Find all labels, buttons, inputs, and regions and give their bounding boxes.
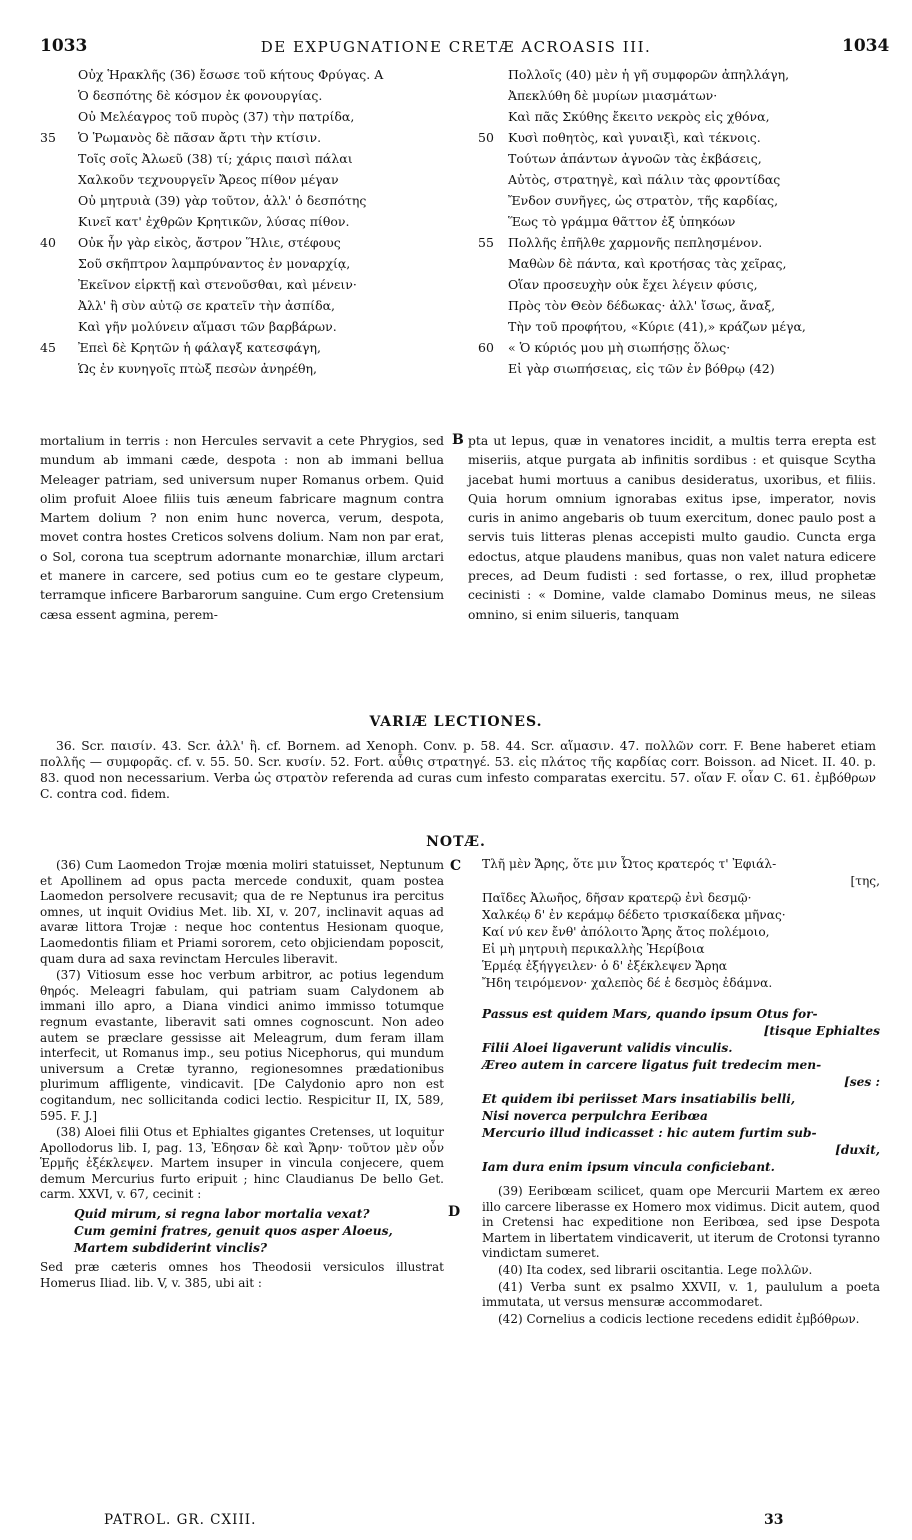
note-paragraph: (40) Ita codex, sed librarii oscitantia. Lege πολλῶν. [498,1262,813,1277]
verse-line [40,64,468,85]
poem-line-text: Passus est quidem Mars, quando ipsum Otus for- [482,1007,818,1021]
poem-line-text: Καί νύ κεν ἔνθ' ἀπόλοιτο Ἄρης ἄτος πολέμοιο, [482,925,770,939]
notes-left-final: Sed præ cæteris omnes hos Theodosii versiculos illustrat Homerus Iliad. lib. V, v. 385, ubi ait : [40,1260,444,1290]
verse-line [478,232,898,253]
footer-series: PATROL. GR. CXIII. [104,1512,257,1528]
poem-line [482,1159,880,1176]
poem-line: Cum gemini fratres, genuit quos asper Aloeus, [74,1224,393,1239]
page-number-right: 1034 [842,36,890,56]
poem-line-text: Mercurio illud indicasset : hic autem furtim sub- [482,1126,817,1140]
verse-text: Ἔνδον συνῆγες, ὡς στρατὸν, τῆς καρδίας, [508,193,779,208]
poem-line [482,1006,880,1023]
poem-line [482,1040,880,1057]
poem-line-text: Et quidem ibi periisset Mars insatiabilis belli, [482,1092,796,1106]
verse-text: Ὡς ἐν κυνηγοῖς πτὼξ πεσὼν ἀνηρέθη, [78,361,318,376]
poem-line-tail: [tisque Ephialtes [763,1024,880,1038]
poem-line-text: Nisi noverca perpulchra Eeribœa [482,1109,708,1123]
verse-line [40,337,468,358]
variae-lectiones-text: 36. Scr. παισίν. 43. Scr. ἀλλ' ἢ. cf. Bornem. ad Xenoph. Conv. p. 58. 44. Scr. αἵμασιν. 47. πολλῶν corr. F. Bene haberet etiam πολλῆς — συμφορᾶς. cf. v. 55. 50. Scr. κυσίν. 52. Fort. αὖθις στρατηγέ. 53. εἰς πλάτος τῆς καρδίας corr. Boisson. ad Nicet. II. 40. p. 83. quod non necessarium. Verba ὡς στρατὸν referenda ad curas cum infesto comparatas exercitu. 57. οἵαν F. οἷαν C. 61. ἐμβόθρων C. contra cod. fidem. [40,739,876,801]
verse-text: Οὐκ ἦν γὰρ εἰκὸς, ἄστρον Ἥλιε, στέφους [78,235,341,250]
verse-line [478,64,898,85]
poem-line-tail: [της, [850,874,880,888]
verse-text: Οὐχ Ἡρακλῆς (36) ἔσωσε τοῦ κήτους Φρύγας. A [78,67,384,82]
verse-line [478,169,898,190]
latin-left-text: mortalium in terris : non Hercules servavit a cete Phrygios, sed mundum ab immani cæde, despota : non ab immani bellua Meleager patriam, sed universum nuper Romanus orbem. Quid olim profuit Aloee filiis tuis æneum fabricare magnum contra Martem dolium ? non enim hunc noverca, verum, despota, movet contra hostes Creticos solvens dolium. Nam non par erat, o Sol, corona tua sceptrum adornante monarchiæ, illum arctari et manere in carcere, sed potius cum eo te gestare clypeum, terramque inficere Barbarorum sanguine. Cum ergo Cretensium cæsa essent agmina, perem- [40,434,444,622]
verse-line [40,127,468,148]
verse-text: Ἀλλ' ἢ σὺν αὐτῷ σε κρατεῖν τὴν ἀσπίδα, [78,298,336,313]
verse-line [478,106,898,127]
poem-line [482,958,880,975]
verse-text: Σοῦ σκῆπτρον λαμπρύναντος ἐν μοναρχίᾳ, [78,256,351,271]
verse-line [40,232,468,253]
verse-line [478,148,898,169]
homer-latin-translation [482,1006,880,1176]
verse-number: 40 [40,235,56,250]
claudian-quote [40,1206,444,1257]
verse-line [478,127,898,148]
notes-left-column [40,858,444,1292]
poem-line-text: Εἰ μὴ μητρυιὴ περικαλλὴς Ἠερίβοια [482,942,705,956]
verse-line [478,85,898,106]
verse-text: Πολλῆς ἐπῆλθε χαρμονῆς πεπλησμένον. [508,235,763,250]
poem-line [482,1091,880,1108]
verse-line [478,190,898,211]
verse-line [40,295,468,316]
verse-text: Οὐ μητρυιὰ (39) γὰρ τοῦτον, ἀλλ' ὁ δεσπότης [78,193,367,208]
verse-line [40,274,468,295]
poem-line [482,924,880,941]
margin-mark-b: B [452,432,464,448]
latin-translation-right [468,432,876,625]
verse-text: Πολλοῖς (40) μὲν ἡ γῆ συμφορῶν ἀπηλλάγη, [508,67,790,82]
verse-line [40,211,468,232]
verse-text: Εἰ γὰρ σιωπήσειας, εἰς τῶν ἐν βόθρῳ (42) [508,361,775,376]
poem-line-text: Æreo autem in carcere ligatus fuit tredecim men- [482,1058,822,1072]
poem-line-text: Filii Aloei ligaverunt validis vinculis. [482,1041,733,1055]
greek-verse-right-column [478,64,898,379]
note-paragraph: (36) Cum Laomedon Trojæ mœnia moliri statuisset, Neptunum et Apollinem ad opus pacta mercede conduxit, quam postea Laomedon persolvere recusavit; qua de re Neptunus ira percitus omnes, ut inquit Ovidius Met. lib. XI, v. 207, inclinavit aquas ad avaræ littora Trojæ : neque hoc contentus Hesionam quoque, Laomedontis filiam et Priami sororem, ceto objiciendam poposcit, quam dura ad saxa revinctam Hercules liberavit. [40,858,444,966]
verse-line [40,169,468,190]
note-paragraph: (41) Verba sunt ex psalmo XXVII, v. 1, paululum a poeta immutata, ut versus mensuræ accommodaret. [482,1279,880,1310]
poem-line-text: Iam dura enim ipsum vincula conficiebant. [482,1160,775,1174]
poem-line [482,890,880,907]
verse-line [40,316,468,337]
poem-line [482,907,880,924]
note-paragraph: (38) Aloei filii Otus et Ephialtes gigantes Cretenses, ut loquitur Apollodorus lib. I, pag. 13, Ἐδησαν δὲ καὶ Ἄρην· τοῦτον μὲν οὖν Ἑρμῆς ἐξέκλεψεν. Martem insuper in vincula conjecere, quem demum Mercurius furto eripuit ; hinc Claudianus De bello Get. carm. XXVI, v. 67, cecinit : [40,1125,444,1202]
verse-number: 55 [478,235,494,250]
verse-line [40,253,468,274]
verse-number: 45 [40,340,56,355]
verse-line [40,358,468,379]
verse-text: Οὐ Μελέαγρος τοῦ πυρὸς (37) τὴν πατρίδα, [78,109,355,124]
poem-line: Quid mirum, si regna labor mortalia vexat? [74,1207,370,1222]
margin-mark-d: D [448,1204,461,1220]
homer-greek-quote [482,856,880,992]
verse-text: Τούτων ἁπάντων ἀγνοῶν τὰς ἐκβάσεις, [508,151,762,166]
verse-text: Καὶ πᾶς Σκύθης ἔκειτο νεκρὸς εἰς χθόνα, [508,109,770,124]
note-paragraph: (39) Eeribœam scilicet, quam ope Mercurii Martem ex æreo illo carcere liberasse ex Homero mox vidimus. Dicit autem, quod in Cretensi hac expeditione non Eeribœa, sed ipse Despota Martem in libertatem vindicaverit, ut iterum de Crotonsi tyranno vindictam sumeret. [482,1184,880,1261]
verse-text: Πρὸς τὸν Θεὸν δέδωκας· ἀλλ' ἴσως, ἄναξ, [508,298,776,313]
verse-text: Τοῖς σοῖς Ἀλωεῦ (38) τί; χάρις παισὶ πάλαι [78,151,353,166]
latin-right-text: pta ut lepus, quæ in venatores incidit, a multis terra erepta est miseriis, atque purgata ab infinitis sordibus : et quisque Scytha jacebat humi mortuus a canibus desideratus, uxoribus, et filiis. Quia horum omnium ignorabas exitus ipse, imperator, novis curis in animo angebaris ob tuum exercitum, donec paulo post a servis tuis litteras plenas accepisti multo gaudio. Cuncta erga edoctus, atque plaudens manibus, quas non valet natura edicere preces, ad Deum fudisti : sed fortasse, o rex, illud prophetæ cecinisti : « Domine, valde clamabo Dominus meus, ne sileas omnino, si enim silueris, tanquam [468,434,876,622]
variae-lectiones-title: VARIÆ LECTIONES. [369,714,543,730]
notae-title: NOTÆ. [426,834,486,850]
latin-translation-left [40,432,444,625]
verse-text: Τὴν τοῦ προφήτου, «Κύριε (41),» κράζων μέγα, [508,319,806,334]
verse-text: Ἕως τὸ γράμμα θᾶττον ἐξ ὑπηκόων [508,214,736,229]
verse-line [40,190,468,211]
margin-mark-c: C [450,858,462,874]
poem-line-text: Παῖδες Ἀλωῆος, δῆσαν κρατερῷ ἐνὶ δεσμῷ· [482,891,752,905]
running-title: DE EXPUGNATIONE CRETÆ ACROASIS III. [260,38,652,56]
poem-line-text: Τλῆ μὲν Ἄρης, ὅτε μιν Ὦτος κρατερός τ' Ἐφιάλ- [482,857,777,871]
verse-text: Ἐπεὶ δὲ Κρητῶν ἡ φάλαγξ κατεσφάγη, [78,340,321,355]
verse-text: Ὁ Ῥωμανὸς δὲ πᾶσαν ἄρτι τὴν κτίσιν. [78,130,322,145]
verse-line [40,148,468,169]
poem-line: Martem subdiderint vinclis? [74,1241,268,1256]
verse-text: Ἐκεῖνον εἱρκτῇ καὶ στενοῦσθαι, καὶ μένειν· [78,277,357,292]
poem-line-tail: [ses : [844,1075,880,1089]
verse-text: Χαλκοῦν τεχνουργεῖν Ἄρεος πίθον μέγαν [78,172,339,187]
note-paragraph: (42) Cornelius a codicis lectione recedens edidit ἐμβόθρων. [498,1311,860,1326]
verse-text: Κινεῖ κατ' ἐχθρῶν Κρητικῶν, λύσας πίθον. [78,214,350,229]
poem-line [482,1125,880,1142]
verse-line [478,274,898,295]
note-paragraph: (37) Vitiosum esse hoc verbum arbitror, ac potius legendum θηρός. Meleagri fabulam, qui patriam suam Calydonem ab immani illo apro, a Diana vindici animo immisso totumque regnum evastante, liberavit sati omnes cognoscunt. Non adeo autem se præclare gessisse ait Meleagrum, dum feram illam interfecit, ut Romanus imp., seu potius Nicephorus, qui mundum universum a Cretæ tyranno, regionesomnes prædationibus plurimum affligente, vindicavit. [De Calydonio apro non est cogitandum, nec sollicitanda codici lectio. Respicitur II, IX, 589, 595. F. J.] [40,968,444,1123]
poem-line [482,1108,880,1125]
verse-line [40,85,468,106]
verse-line [40,106,468,127]
verse-text: Οἵαν προσευχὴν οὐκ ἔχει λέγειν φύσις, [508,277,758,292]
verse-number: 35 [40,130,56,145]
verse-number: 50 [478,130,494,145]
poem-line [482,941,880,958]
verse-line [478,253,898,274]
footer-signature: 33 [764,1512,784,1528]
poem-line-tail: [duxit, [835,1143,880,1157]
verse-text: Ἀπεκλύθη δὲ μυρίων μιασμάτων· [508,88,718,103]
verse-line [478,316,898,337]
poem-line-text: Χαλκέῳ δ' ἐν κεράμῳ δέδετο τρισκαίδεκα μῆνας· [482,908,786,922]
verse-line [478,358,898,379]
verse-text: Ὁ δεσπότης δὲ κόσμον ἐκ φονουργίας. [78,88,323,103]
poem-line-text: Ἑρμέᾳ ἐξήγγειλεν· ὁ δ' ἐξέκλεψεν Ἄρηα [482,959,727,973]
poem-line [482,856,880,873]
verse-number: 60 [478,340,494,355]
verse-text: Κυσὶ ποθητὸς, καὶ γυναιξὶ, καὶ τέκνοις. [508,130,761,145]
verse-line [478,337,898,358]
notes-right-column [482,856,880,1328]
verse-line [478,211,898,232]
poem-line [482,975,880,992]
verse-text: Καὶ γῆν μολύνειν αἵμασι τῶν βαρβάρων. [78,319,337,334]
verse-line [478,295,898,316]
page-number-left: 1033 [40,36,88,56]
greek-verse-left-column [40,64,468,379]
verse-text: « Ὁ κύριός μου μὴ σιωπήσῃς ὅλως· [508,340,731,355]
poem-line [482,1057,880,1074]
verse-text: Μαθὼν δὲ πάντα, καὶ κροτήσας τὰς χεῖρας, [508,256,787,271]
poem-line-text: Ἤδη τειρόμενον· χαλεπὸς δέ ἑ δεσμὸς ἐδάμνα. [482,976,773,990]
verse-text: Αὐτὸς, στρατηγὲ, καὶ πάλιν τὰς φροντίδας [508,172,781,187]
